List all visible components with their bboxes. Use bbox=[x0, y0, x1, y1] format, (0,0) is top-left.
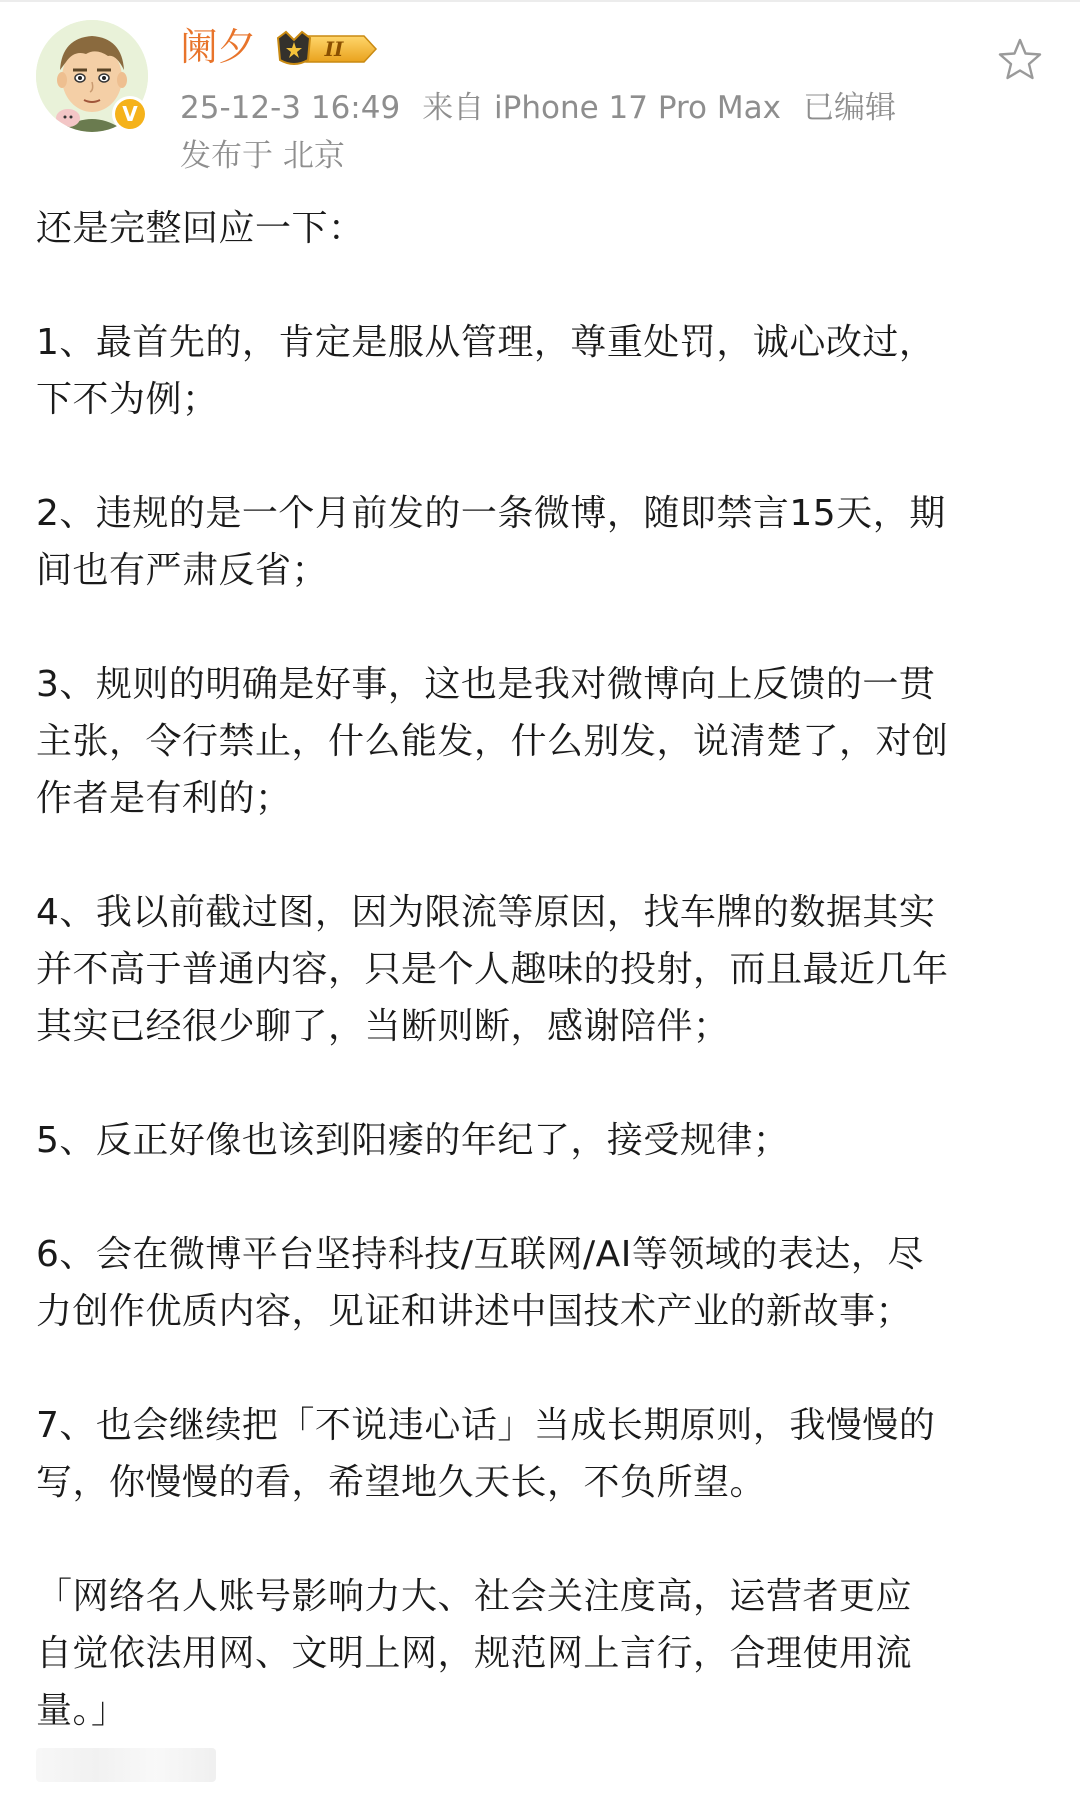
username[interactable]: 阑夕 bbox=[180, 25, 257, 69]
post-paragraph: 5、反正好像也该到阳痿的年纪了，接受规律； bbox=[36, 1120, 790, 1161]
post-paragraph: 2、违规的是一个月前发的一条微博，随即禁言15天，期 间也有严肃反省； bbox=[36, 493, 946, 591]
post-paragraph: 3、规则的明确是好事，这也是我对微博向上反馈的一贯 主张，令行禁止，什么能发，什么别发，说清楚了，对创 作者是有利的； bbox=[36, 664, 949, 819]
level-badge-text: II bbox=[324, 37, 344, 61]
post-paragraph: 6、会在微博平台坚持科技/互联网/AI等领域的表达，尽 力创作优质内容，见证和讲述中国技术产业的新故事； bbox=[36, 1234, 924, 1332]
post-paragraph: 还是完整回应一下： bbox=[36, 208, 365, 249]
blurred-footer-strip bbox=[36, 1748, 216, 1782]
post-header bbox=[0, 0, 1080, 180]
edited-label[interactable]: 已编辑 bbox=[802, 90, 896, 126]
post-paragraph: 7、也会继续把「不说违心话」当成长期原则，我慢慢的 写，你慢慢的看，希望地久天长，不负所望。 bbox=[36, 1405, 936, 1503]
post-paragraph: 1、最首先的，肯定是服从管理，尊重处罚，诚心改过， 下不为例； bbox=[36, 322, 936, 420]
post-paragraph: 「网络名人账号影响力大、社会关注度高，运营者更应 自觉依法用网、文明上网，规范网上言行，合理使用流 量。」 bbox=[36, 1576, 913, 1731]
verified-mark: V bbox=[115, 99, 145, 129]
post-location: 发布于 北京 bbox=[180, 138, 345, 174]
star-outline-icon[interactable] bbox=[996, 36, 1044, 84]
verified-v-icon bbox=[112, 96, 148, 132]
crown-level-badge-icon[interactable] bbox=[272, 28, 380, 70]
post-source: 来自 iPhone 17 Pro Max bbox=[422, 90, 781, 126]
post-body bbox=[36, 200, 1046, 1739]
post-timestamp: 25-12-3 16:49 bbox=[180, 90, 401, 126]
post-meta bbox=[180, 88, 918, 128]
post-paragraph: 4、我以前截过图，因为限流等原因，找车牌的数据其实 并不高于普通内容，只是个人趣味的投射，而且最近几年 其实已经很少聊了，当断则断，感谢陪伴； bbox=[36, 892, 949, 1047]
